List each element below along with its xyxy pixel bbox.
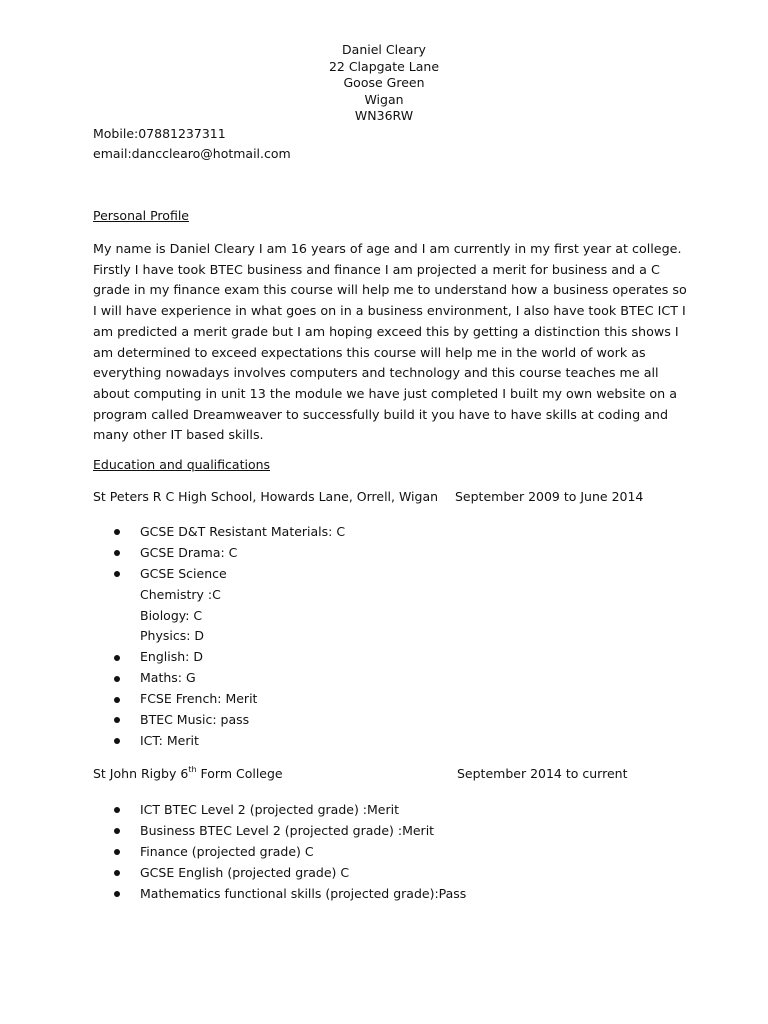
qualification-item [0, 731, 768, 752]
bullet-icon [114, 655, 120, 661]
qualification-text: GCSE Science [140, 565, 227, 581]
cv-header [0, 42, 768, 125]
qualification-item [0, 543, 768, 564]
qualification-text: GCSE English (projected grade) C [140, 865, 350, 881]
profile-line: am determined to exceed expectations this course will help me in the world of work as [93, 344, 646, 360]
bullet-icon [114, 891, 120, 897]
qualification-item [0, 626, 768, 647]
bullet-icon [114, 697, 120, 703]
profile-line: Firstly I have took BTEC business and finance I am projected a merit for business and a C [93, 261, 660, 277]
bullet-icon [114, 717, 120, 723]
profile-line: program called Dreamweaver to successfully build it you have to have skills at coding and [93, 406, 669, 422]
qualification-item [0, 799, 768, 820]
profile-line: many other IT based skills. [93, 427, 264, 443]
school-1-qualifications [0, 522, 768, 752]
school-2-name-superscript: th [188, 765, 197, 774]
email-address: email:dancclearo@hotmail.com [93, 145, 291, 161]
qualification-item [0, 564, 768, 585]
qualification-item [0, 710, 768, 731]
mobile-number: Mobile:07881237311 [93, 126, 226, 141]
qualification-text: Business BTEC Level 2 (projected grade) :Merit [140, 823, 435, 839]
bullet-icon [114, 738, 120, 744]
qualification-text: ICT BTEC Level 2 (projected grade) :Merit [140, 802, 399, 817]
qualification-item [0, 585, 768, 606]
qualification-item [0, 820, 768, 841]
qualification-item [0, 668, 768, 689]
profile-line: I will have experience in what goes on in a business environment, I also have took BTEC ICT I [93, 303, 686, 319]
personal-profile-paragraph [93, 239, 693, 446]
qualification-item [0, 883, 768, 904]
bullet-icon [114, 849, 120, 855]
bullet-icon [114, 571, 120, 577]
qualification-item [0, 522, 768, 543]
address-postcode: WN36RW [354, 108, 414, 123]
profile-line: about computing in unit 13 the module we have just completed I built my own website on a [93, 385, 678, 401]
qualification-item [0, 862, 768, 883]
school-2-name-prefix: St John Rigby 6 [93, 766, 189, 781]
qualification-text: Finance (projected grade) C [140, 844, 314, 860]
qualification-text: Physics: D [140, 628, 205, 644]
personal-profile-heading: Personal Profile [93, 208, 189, 223]
school-2-name-suffix: Form College [196, 766, 283, 781]
profile-line: My name is Daniel Cleary I am 16 years of age and I am currently in my first year at college. [93, 241, 682, 256]
contact-details [93, 124, 291, 163]
qualification-item [0, 647, 768, 668]
qualification-text: ICT: Merit [140, 732, 199, 748]
address-line-1: 22 Clapgate Lane [328, 58, 440, 74]
bullet-icon [114, 550, 120, 556]
qualification-item [0, 606, 768, 627]
school-2-name [93, 766, 283, 782]
school-2-dates: September 2014 to current [457, 766, 628, 781]
qualification-text: Biology: C [140, 607, 203, 623]
bullet-icon [114, 676, 120, 682]
qualification-item [0, 689, 768, 710]
address-line-2: Goose Green [343, 75, 425, 90]
qualification-text: GCSE Drama: C [140, 544, 238, 560]
bullet-icon [114, 529, 120, 535]
address-town: Wigan [364, 91, 404, 107]
school-1-name: St Peters R C High School, Howards Lane, Orrell, Wigan [93, 489, 439, 504]
profile-line: everything nowadays involves computers and technology and this course teaches me all [93, 365, 659, 381]
qualification-item [0, 841, 768, 862]
qualification-text: BTEC Music: pass [140, 712, 250, 728]
qualification-text: Mathematics functional skills (projected grade):Pass [140, 886, 467, 902]
education-heading: Education and qualifications [93, 457, 271, 472]
qualification-text: FCSE French: Merit [140, 691, 258, 707]
qualification-text: Maths: G [140, 670, 196, 686]
bullet-icon [114, 828, 120, 834]
school-1-dates: September 2009 to June 2014 [455, 489, 644, 504]
bullet-icon [114, 870, 120, 876]
bullet-icon [114, 807, 120, 813]
school-2-qualifications [0, 799, 768, 904]
qualification-text: English: D [140, 649, 203, 665]
profile-line: grade in my finance exam this course will help me to understand how a business operates so [93, 282, 687, 298]
profile-line: am predicted a merit grade but I am hoping exceed this by getting a distinction this shows I [93, 323, 679, 339]
qualification-text: Chemistry :C [140, 586, 221, 602]
qualification-text: GCSE D&T Resistant Materials: C [140, 524, 346, 539]
applicant-name: Daniel Cleary [342, 42, 426, 57]
